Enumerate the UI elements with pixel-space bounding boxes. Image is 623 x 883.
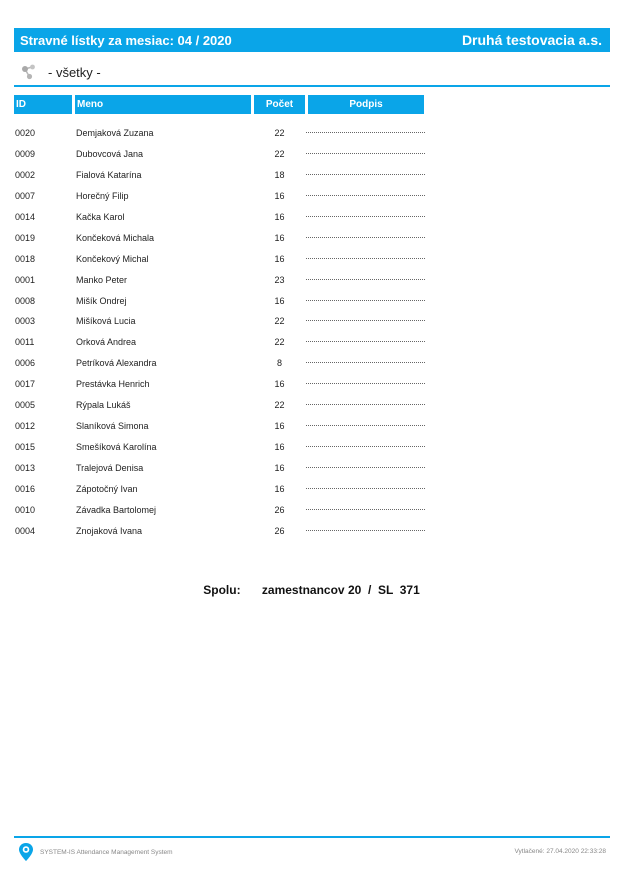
- table-row: [0, 123, 623, 144]
- row-name: Závadka Bartolomej: [76, 504, 157, 515]
- signature-line: [306, 383, 425, 384]
- row-name: Zápotočný Ivan: [76, 483, 138, 494]
- table-row: [0, 458, 623, 479]
- table-row: [0, 311, 623, 332]
- table-row: [0, 144, 623, 165]
- row-count: 22: [274, 400, 285, 411]
- report-title: Stravné lístky za mesiac: 04 / 2020: [20, 32, 232, 48]
- row-count: 26: [274, 504, 285, 515]
- row-name: Končeková Michala: [76, 232, 155, 243]
- row-name: Horečný Filip: [76, 190, 129, 201]
- row-id: 0015: [15, 442, 36, 453]
- row-name: Petríková Alexandra: [76, 358, 157, 369]
- row-count: 22: [274, 316, 285, 327]
- row-id: 0012: [15, 421, 36, 432]
- summary-totals: zamestnancov 20 / SL 371: [261, 583, 420, 597]
- row-name: Fialová Katarína: [76, 169, 142, 180]
- table-row: [0, 353, 623, 374]
- table-row: [0, 479, 623, 500]
- company-name: Druhá testovacia a.s.: [461, 32, 602, 48]
- row-count: 16: [274, 442, 285, 453]
- row-name: Smešíková Karolína: [76, 442, 157, 453]
- row-count: 16: [274, 211, 285, 222]
- table-row: [0, 186, 623, 207]
- row-id: 0019: [15, 232, 36, 243]
- column-header-id: ID: [14, 95, 72, 114]
- column-header-count: Počet: [254, 95, 305, 114]
- row-count: 16: [274, 295, 285, 306]
- report-header: [14, 28, 610, 52]
- row-name: Končekový Michal: [76, 253, 149, 264]
- row-count: 23: [274, 274, 285, 285]
- table-row: [0, 207, 623, 228]
- row-name: Slaníková Simona: [76, 421, 149, 432]
- header-divider: [14, 85, 610, 87]
- table-row: [0, 437, 623, 458]
- table-row: [0, 165, 623, 186]
- row-count: 16: [274, 379, 285, 390]
- signature-line: [306, 530, 425, 531]
- row-count: 16: [274, 253, 285, 264]
- signature-line: [306, 425, 425, 426]
- signature-line: [306, 195, 425, 196]
- signature-line: [306, 467, 425, 468]
- row-name: Manko Peter: [76, 274, 128, 285]
- row-name: Rýpala Lukáš: [76, 400, 131, 411]
- row-count: 16: [274, 483, 285, 494]
- signature-line: [306, 279, 425, 280]
- table-row: [0, 291, 623, 312]
- filter-row: [20, 62, 101, 82]
- row-id: 0018: [15, 253, 36, 264]
- row-name: Orková Andrea: [76, 337, 137, 348]
- footer-divider: [14, 836, 610, 838]
- signature-line: [306, 362, 425, 363]
- row-name: Kačka Karol: [76, 211, 125, 222]
- group-icon: [20, 63, 38, 81]
- table-row: [0, 521, 623, 542]
- row-count: 16: [274, 463, 285, 473]
- row-id: 0010: [15, 504, 36, 515]
- row-count: 26: [274, 525, 285, 536]
- signature-line: [306, 404, 425, 405]
- row-name: Mišík Ondrej: [76, 295, 127, 306]
- signature-line: [306, 509, 425, 510]
- table-row: [0, 395, 623, 416]
- signature-line: [306, 237, 425, 238]
- row-count: 22: [274, 128, 285, 138]
- signature-line: [306, 258, 425, 259]
- signature-line: [306, 216, 425, 217]
- row-count: 8: [276, 358, 282, 369]
- column-header-name: Meno: [75, 95, 251, 114]
- column-header-signature: Podpis: [308, 95, 424, 114]
- row-name: Znojaková Ivana: [76, 525, 143, 536]
- row-id: 0006: [15, 358, 36, 369]
- signature-line: [306, 446, 425, 447]
- table-row: [0, 228, 623, 249]
- row-id: 0017: [15, 379, 36, 390]
- row-id: 0001: [15, 274, 36, 285]
- row-name: Demjaková Zuzana: [76, 128, 154, 138]
- footer-system: [18, 842, 173, 862]
- row-count: 16: [274, 232, 285, 243]
- table-row: [0, 500, 623, 521]
- row-count: 22: [274, 337, 285, 348]
- filter-label: - všetky -: [48, 64, 101, 80]
- location-pin-icon: [18, 842, 34, 862]
- table-row: [0, 249, 623, 270]
- row-id: 0009: [15, 148, 36, 159]
- row-count: 16: [274, 190, 285, 201]
- row-id: 0002: [15, 169, 36, 180]
- footer-system-name: SYSTEM-IS Attendance Management System: [40, 848, 173, 856]
- signature-line: [306, 488, 425, 489]
- table-row: [0, 332, 623, 353]
- signature-line: [306, 132, 425, 133]
- row-id: 0004: [15, 525, 36, 536]
- row-count: 16: [274, 421, 285, 432]
- row-id: 0007: [15, 190, 36, 201]
- row-id: 0008: [15, 295, 36, 306]
- row-count: 22: [274, 148, 285, 159]
- row-id: 0020: [15, 128, 36, 138]
- row-count: 18: [274, 169, 285, 180]
- signature-line: [306, 320, 425, 321]
- row-name: Dubovcová Jana: [76, 148, 144, 159]
- signature-line: [306, 341, 425, 342]
- footer-printed: Vytlačené: 27.04.2020 22:33:28: [514, 848, 606, 855]
- summary-label: Spolu:: [203, 583, 241, 597]
- employee-table-body: [0, 123, 623, 542]
- row-id: 0003: [15, 316, 36, 327]
- signature-line: [306, 153, 425, 154]
- summary-line: [0, 583, 623, 597]
- table-row: [0, 416, 623, 437]
- row-name: Mišíková Lucia: [76, 316, 136, 327]
- row-name: Prestávka Henrich: [76, 379, 150, 390]
- signature-line: [306, 174, 425, 175]
- row-name: Tralejová Denisa: [76, 463, 144, 473]
- signature-line: [306, 300, 425, 301]
- row-id: 0013: [15, 463, 36, 473]
- table-row: [0, 374, 623, 395]
- table-row: [0, 270, 623, 291]
- row-id: 0014: [15, 211, 36, 222]
- row-id: 0011: [15, 337, 35, 348]
- row-id: 0016: [15, 483, 36, 494]
- row-id: 0005: [15, 400, 36, 411]
